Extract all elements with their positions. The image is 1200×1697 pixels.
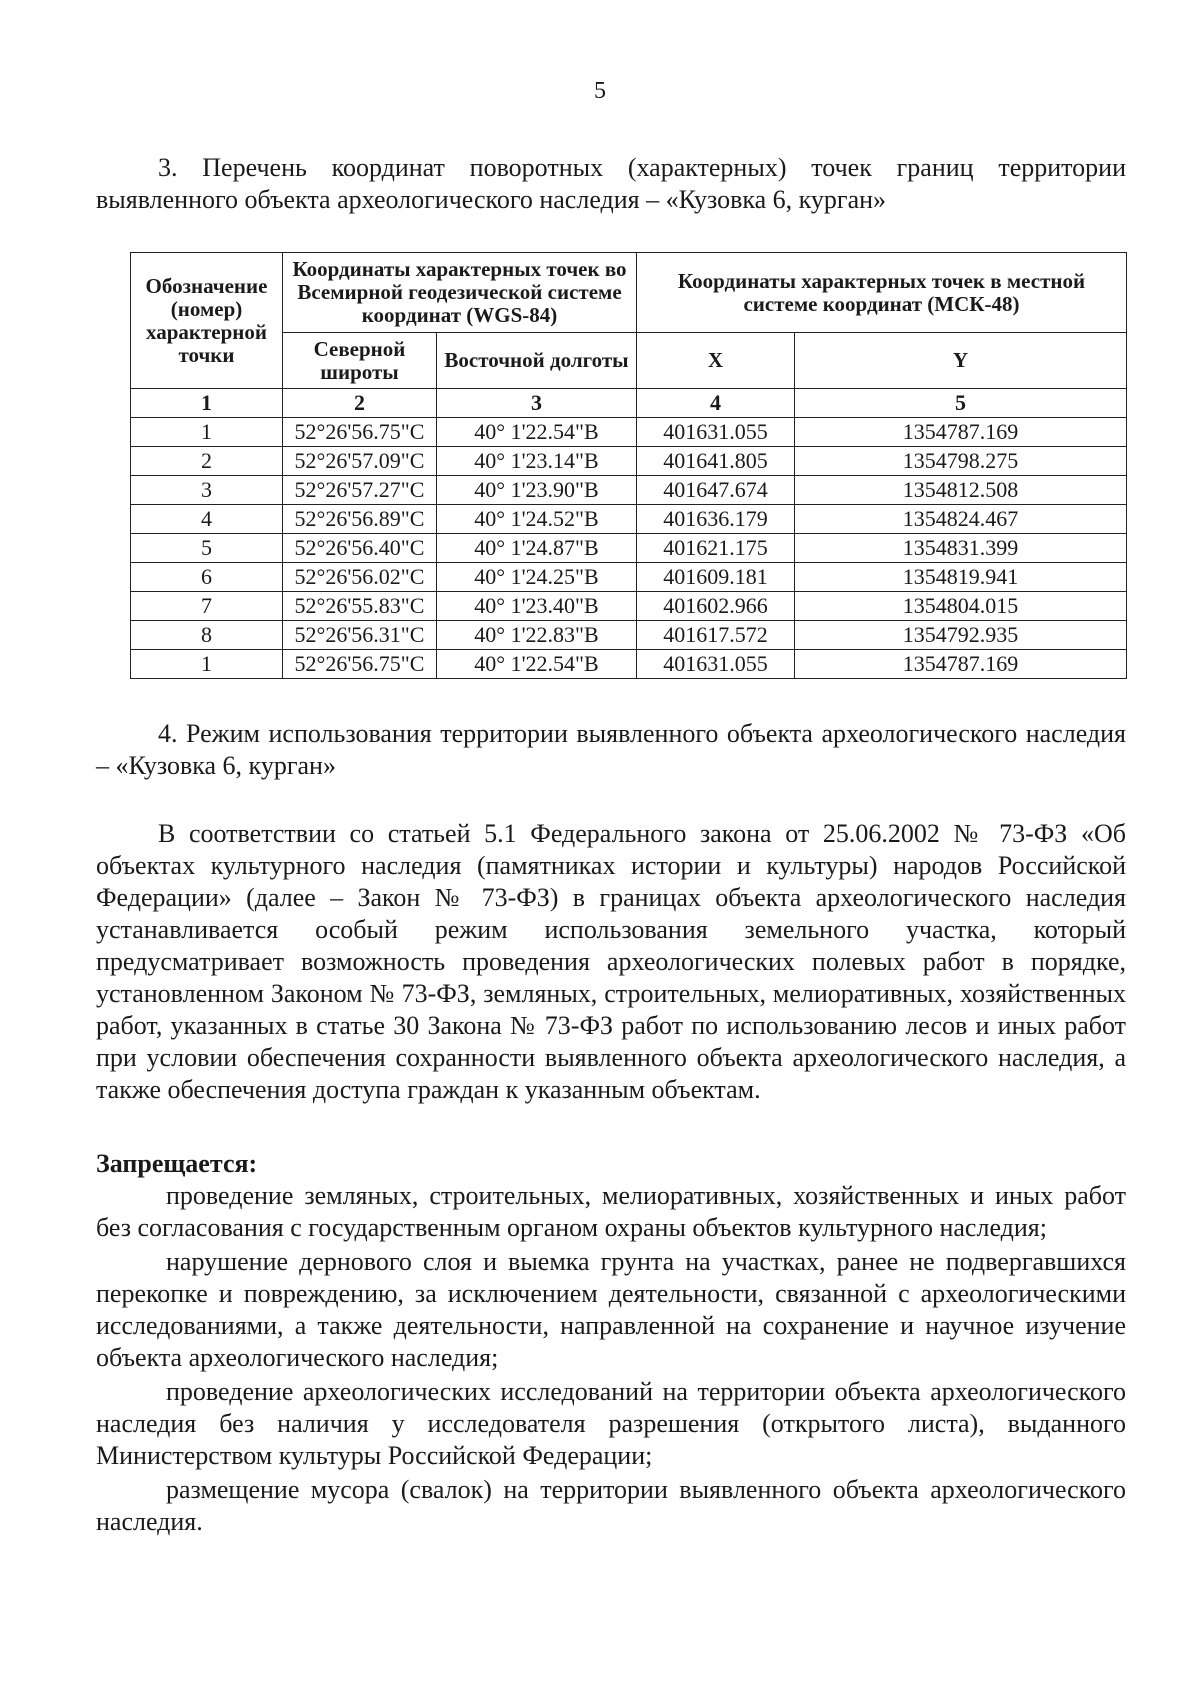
column-index: 2 bbox=[283, 389, 437, 418]
y-cell: 1354787.169 bbox=[795, 418, 1127, 447]
table-row bbox=[131, 505, 1127, 534]
table-row bbox=[131, 563, 1127, 592]
x-cell: 401631.055 bbox=[637, 650, 795, 679]
page-number: 5 bbox=[594, 78, 606, 104]
latitude-cell: 52°26'56.89"С bbox=[283, 505, 437, 534]
header-x: X bbox=[637, 333, 795, 389]
latitude-cell: 52°26'57.09"С bbox=[283, 447, 437, 476]
column-index: 4 bbox=[637, 389, 795, 418]
y-cell: 1354792.935 bbox=[795, 621, 1127, 650]
table-row bbox=[131, 621, 1127, 650]
y-cell: 1354831.399 bbox=[795, 534, 1127, 563]
column-index: 3 bbox=[437, 389, 637, 418]
column-index: 5 bbox=[795, 389, 1127, 418]
table-row bbox=[131, 447, 1127, 476]
header-msk-group: Координаты характерных точек в местной системе координат (МСК-48) bbox=[637, 253, 1127, 333]
forbidden-item: проведение археологических исследований на территории объекта археологического наследия без наличия у исследователя разрешения (открытого листа), выданного Министерством культуры Российской Федерации; bbox=[96, 1377, 1126, 1470]
point-number: 8 bbox=[131, 621, 283, 650]
column-index: 1 bbox=[131, 389, 283, 418]
point-number: 1 bbox=[131, 650, 283, 679]
longitude-cell: 40° 1'24.25"В bbox=[437, 563, 637, 592]
longitude-cell: 40° 1'24.52"В bbox=[437, 505, 637, 534]
longitude-cell: 40° 1'23.90"В bbox=[437, 476, 637, 505]
latitude-cell: 52°26'56.75"С bbox=[283, 418, 437, 447]
latitude-cell: 52°26'56.75"С bbox=[283, 650, 437, 679]
x-cell: 401609.181 bbox=[637, 563, 795, 592]
table-row bbox=[131, 534, 1127, 563]
legal-paragraph: В соответствии со статьей 5.1 Федерального закона от 25.06.2002 № 73-ФЗ «Об объектах культурного наследия (памятниках истории и культуры) народов Российской Федерации» (далее – Закон № 73-ФЗ) в границах объекта археологического наследия устанавливается особый режим использования земельного участка, который предусматривает возможность проведения археологических полевых работ в порядке, установленном Законом № 73-ФЗ, земляных, строительных, мелиоративных, хозяйственных работ, указанных в статье 30 Закона № 73-ФЗ работ по использованию лесов и иных работ при условии обеспечения сохранности выявленного объекта археологического наследия, а также обеспечения доступа граждан к указанным объектам. bbox=[96, 819, 1126, 1104]
x-cell: 401636.179 bbox=[637, 505, 795, 534]
section-4-heading: 4. Режим использования территории выявленного объекта археологического наследия – «Кузовка 6, курган» bbox=[96, 719, 1126, 780]
latitude-cell: 52°26'57.27"С bbox=[283, 476, 437, 505]
y-cell: 1354798.275 bbox=[795, 447, 1127, 476]
point-number: 1 bbox=[131, 418, 283, 447]
point-number: 3 bbox=[131, 476, 283, 505]
x-cell: 401617.572 bbox=[637, 621, 795, 650]
y-cell: 1354812.508 bbox=[795, 476, 1127, 505]
point-number: 6 bbox=[131, 563, 283, 592]
latitude-cell: 52°26'56.02"С bbox=[283, 563, 437, 592]
x-cell: 401631.055 bbox=[637, 418, 795, 447]
column-index-row bbox=[131, 389, 1127, 418]
table-row bbox=[131, 650, 1127, 679]
longitude-cell: 40° 1'22.54"В bbox=[437, 650, 637, 679]
section-3-heading: 3. Перечень координат поворотных (характерных) точек границ территории выявленного объекта археологического наследия – «Кузовка 6, курган» bbox=[96, 153, 1126, 214]
coordinates-table bbox=[130, 252, 1127, 679]
x-cell: 401641.805 bbox=[637, 447, 795, 476]
header-y: Y bbox=[795, 333, 1127, 389]
forbidden-item: размещение мусора (свалок) на территории выявленного объекта археологического наследия. bbox=[96, 1475, 1126, 1536]
point-number: 2 bbox=[131, 447, 283, 476]
latitude-cell: 52°26'56.40"С bbox=[283, 534, 437, 563]
longitude-cell: 40° 1'23.14"В bbox=[437, 447, 637, 476]
longitude-cell: 40° 1'22.54"В bbox=[437, 418, 637, 447]
y-cell: 1354824.467 bbox=[795, 505, 1127, 534]
header-designation: Обозначение (номер) характерной точки bbox=[131, 253, 283, 389]
point-number: 5 bbox=[131, 534, 283, 563]
header-latitude: Северной широты bbox=[283, 333, 437, 389]
point-number: 4 bbox=[131, 505, 283, 534]
header-wgs-group: Координаты характерных точек во Всемирной геодезической системе координат (WGS-84) bbox=[283, 253, 637, 333]
longitude-cell: 40° 1'22.83"В bbox=[437, 621, 637, 650]
table-row bbox=[131, 476, 1127, 505]
table-row bbox=[131, 418, 1127, 447]
forbidden-list bbox=[96, 1180, 1126, 1540]
header-longitude: Восточной долготы bbox=[437, 333, 637, 389]
longitude-cell: 40° 1'23.40"В bbox=[437, 592, 637, 621]
forbidden-item: проведение земляных, строительных, мелиоративных, хозяйственных и иных работ без согласования с государственным органом охраны объектов культурного наследия; bbox=[96, 1181, 1126, 1242]
forbidden-title: Запрещается: bbox=[96, 1149, 258, 1178]
x-cell: 401647.674 bbox=[637, 476, 795, 505]
x-cell: 401602.966 bbox=[637, 592, 795, 621]
latitude-cell: 52°26'56.31"С bbox=[283, 621, 437, 650]
y-cell: 1354787.169 bbox=[795, 650, 1127, 679]
y-cell: 1354804.015 bbox=[795, 592, 1127, 621]
x-cell: 401621.175 bbox=[637, 534, 795, 563]
longitude-cell: 40° 1'24.87"В bbox=[437, 534, 637, 563]
latitude-cell: 52°26'55.83"С bbox=[283, 592, 437, 621]
forbidden-item: нарушение дернового слоя и выемка грунта на участках, ранее не подвергавшихся перекопке и повреждению, за исключением деятельности, связанной с археологическими исследованиями, а также деятельности, направленной на сохранение и научное изучение объекта археологического наследия; bbox=[96, 1247, 1126, 1372]
table-row bbox=[131, 592, 1127, 621]
y-cell: 1354819.941 bbox=[795, 563, 1127, 592]
point-number: 7 bbox=[131, 592, 283, 621]
